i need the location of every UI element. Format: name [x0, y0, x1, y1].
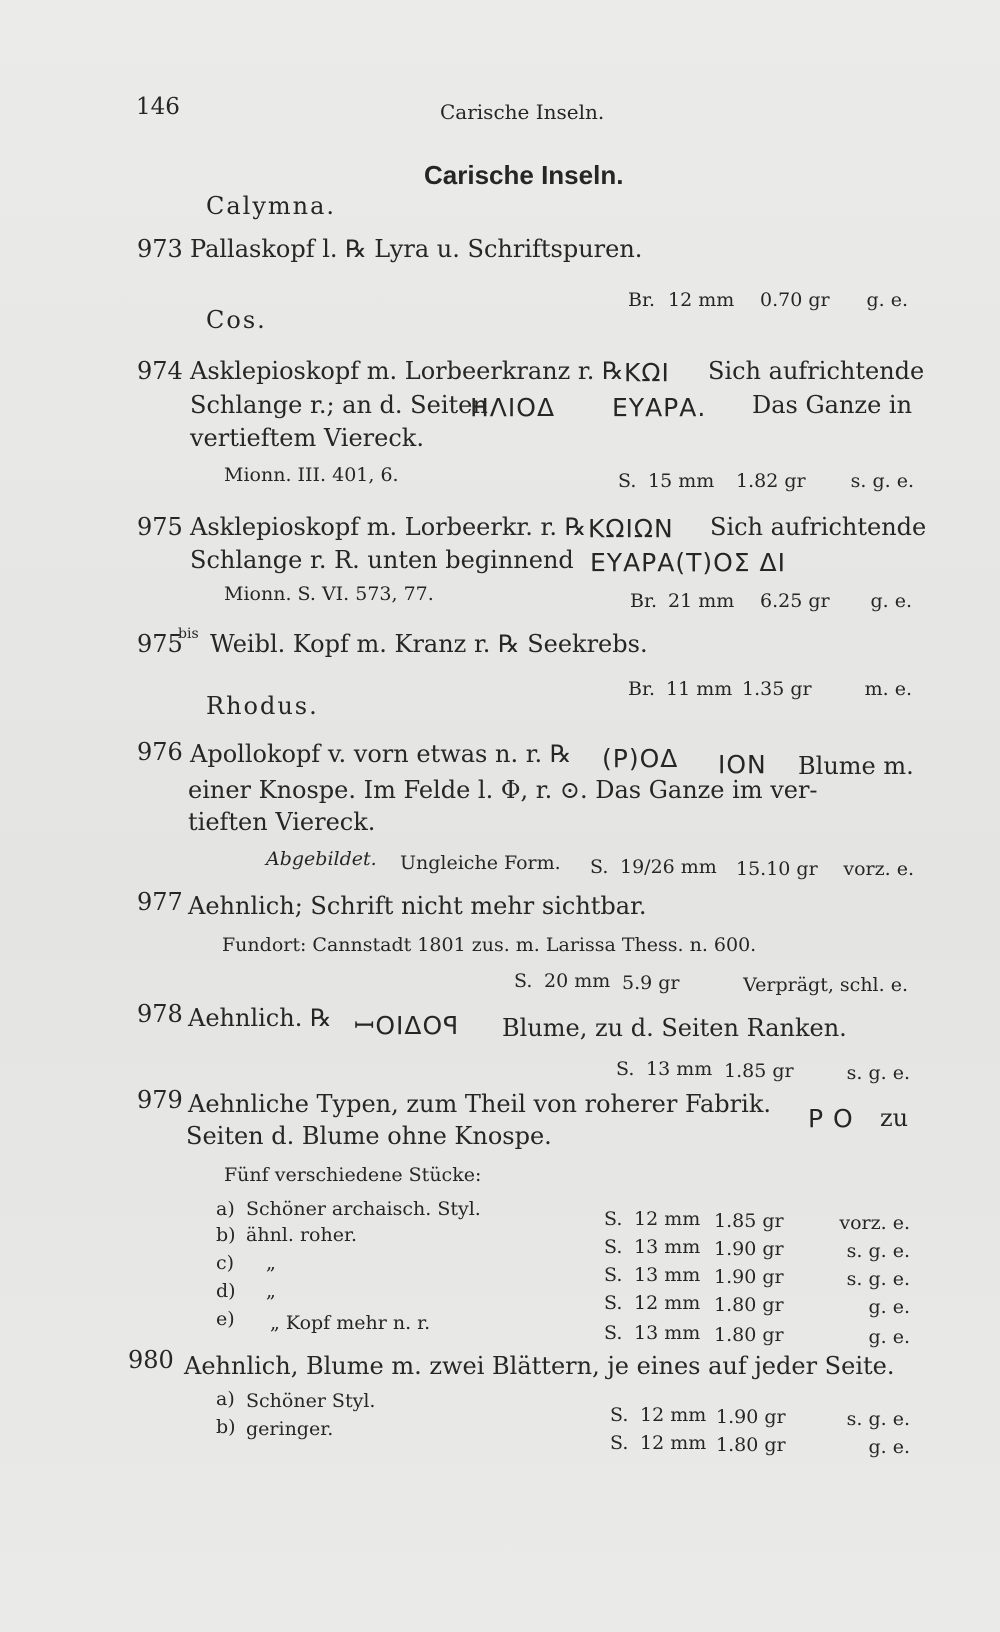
- weight: 1.35 gr: [742, 678, 812, 700]
- metal: S.: [610, 1432, 629, 1454]
- metal: S.: [604, 1236, 623, 1258]
- item-description: „: [266, 1252, 276, 1274]
- item-description: ähnl. roher.: [246, 1224, 357, 1246]
- condition: Verprägt, schl. e.: [743, 974, 908, 996]
- item-description: Schöner Styl.: [246, 1390, 376, 1412]
- condition: vorz. e.: [839, 1212, 910, 1234]
- size: 12 mm: [634, 1292, 701, 1314]
- weight: 1.80 gr: [716, 1434, 786, 1456]
- item-label: d): [216, 1280, 236, 1302]
- condition: s. g. e.: [846, 1062, 910, 1084]
- weight: 1.90 gr: [714, 1238, 784, 1260]
- entry-description: Sich aufrichtende: [708, 357, 925, 385]
- condition: g. e.: [868, 1436, 910, 1458]
- item-description: geringer.: [246, 1418, 334, 1440]
- legend-greek: ΙΟΝ: [718, 750, 767, 779]
- entry-number: 973: [137, 235, 183, 263]
- condition: g. e.: [868, 1296, 910, 1318]
- legend-greek: ꟷΟΙΔΟꟼ: [354, 1011, 460, 1040]
- entry-description: zu: [880, 1104, 909, 1132]
- weight: 1.80 gr: [714, 1294, 784, 1316]
- weight: 1.82 gr: [736, 470, 806, 492]
- legend-greek: ΗΛΙΟΔ: [470, 393, 556, 422]
- metal: S.: [604, 1322, 623, 1344]
- metal: S.: [604, 1208, 623, 1230]
- weight: 1.80 gr: [714, 1324, 784, 1346]
- entry-number-suffix: bis: [178, 626, 199, 642]
- entry-description: Apollokopf v. vorn etwas n. r. ℞: [190, 740, 572, 768]
- metal: Br.: [630, 590, 657, 612]
- entry-description: vertieftem Viereck.: [190, 424, 424, 452]
- condition: s. g. e.: [850, 470, 914, 492]
- place-heading: Cos.: [206, 306, 267, 334]
- legend-greek: Ρ Ο: [808, 1104, 854, 1133]
- metal: S.: [590, 856, 609, 878]
- metal: S.: [604, 1292, 623, 1314]
- condition: vorz. e.: [843, 858, 914, 880]
- legend-greek: ΕΥΑΡΑ.: [612, 393, 707, 422]
- metal: S.: [618, 470, 637, 492]
- subheading: Fünf verschiedene Stücke:: [224, 1164, 482, 1186]
- entry-description: Schlange r. R. unten beginnend: [190, 546, 574, 574]
- entry-description: einer Knospe. Im Felde l. Φ, r. ⊙. Das Ganze im ver-: [188, 776, 818, 804]
- entry-description: Blume, zu d. Seiten Ranken.: [502, 1014, 847, 1042]
- place-heading: Calymna.: [206, 192, 337, 220]
- size: 20 mm: [544, 970, 611, 992]
- condition: g. e.: [866, 289, 908, 311]
- size: 21 mm: [668, 590, 735, 612]
- legend-greek: ΕΥΑΡΑ(Τ)ΟΣ ΔΙ: [590, 548, 787, 577]
- size: 12 mm: [640, 1432, 707, 1454]
- size: 19/26 mm: [620, 856, 717, 878]
- entry-description: tieften Viereck.: [188, 808, 376, 836]
- entry-description: Pallaskopf l. ℞ Lyra u. Schriftspuren.: [190, 235, 643, 263]
- size: 12 mm: [634, 1208, 701, 1230]
- weight: 0.70 gr: [760, 289, 830, 311]
- legend-greek: ΚΩΙΩΝ: [588, 514, 674, 543]
- entry-description: Aehnlich, Blume m. zwei Blättern, je eines auf jeder Seite.: [184, 1352, 895, 1380]
- entry-number: 976: [137, 738, 183, 766]
- entry-number: 974: [137, 357, 183, 385]
- size: 13 mm: [634, 1236, 701, 1258]
- legend-greek: (Ρ)ΟΔ: [602, 744, 679, 773]
- running-head: Carische Inseln.: [440, 100, 605, 124]
- find-spot: Fundort: Cannstadt 1801 zus. m. Larissa Thess. n. 600.: [222, 934, 757, 956]
- entry-number: 975: [137, 630, 183, 658]
- metal: S.: [514, 970, 533, 992]
- metal: S.: [610, 1404, 629, 1426]
- size: 12 mm: [640, 1404, 707, 1426]
- page-number: 146: [136, 94, 180, 120]
- item-label: b): [216, 1416, 236, 1438]
- condition: m. e.: [864, 678, 912, 700]
- entry-number: 980: [128, 1346, 174, 1374]
- condition: g. e.: [868, 1326, 910, 1348]
- entry-description: Aehnlich; Schrift nicht mehr sichtbar.: [188, 892, 647, 920]
- condition: s. g. e.: [846, 1240, 910, 1262]
- reference: Mionn. III. 401, 6.: [224, 464, 399, 486]
- entry-description: Das Ganze in: [752, 391, 913, 419]
- entry-description: Seiten d. Blume ohne Knospe.: [186, 1122, 552, 1150]
- entry-number: 977: [137, 888, 183, 916]
- size: 13 mm: [634, 1322, 701, 1344]
- entry-number: 975: [137, 513, 183, 541]
- entry-description: Sich aufrichtende: [710, 513, 927, 541]
- weight: 1.85 gr: [714, 1210, 784, 1232]
- entry-description: Aehnlich. ℞: [188, 1004, 332, 1032]
- section-title: Carische Inseln.: [424, 160, 624, 190]
- entry-number: 979: [137, 1086, 183, 1114]
- metal: Br.: [628, 289, 655, 311]
- note: Ungleiche Form.: [400, 852, 561, 874]
- entry-description: Asklepioskopf m. Lorbeerkranz r. ℞: [190, 357, 624, 385]
- condition: s. g. e.: [846, 1408, 910, 1430]
- entry-description: Weibl. Kopf m. Kranz r. ℞ Seekrebs.: [210, 630, 648, 658]
- weight: 1.90 gr: [716, 1406, 786, 1428]
- metal: Br.: [628, 678, 655, 700]
- metal: S.: [616, 1058, 635, 1080]
- size: 13 mm: [646, 1058, 713, 1080]
- entry-description: Schlange r.; an d. Seiten: [190, 391, 488, 419]
- weight: 1.85 gr: [724, 1060, 794, 1082]
- item-label: a): [216, 1198, 235, 1220]
- weight: 15.10 gr: [736, 858, 818, 880]
- item-label: b): [216, 1224, 236, 1246]
- condition: s. g. e.: [846, 1268, 910, 1290]
- item-description: Schöner archaisch. Styl.: [246, 1198, 481, 1220]
- size: 12 mm: [668, 289, 735, 311]
- entry-description: Blume m.: [798, 752, 914, 780]
- condition: g. e.: [870, 590, 912, 612]
- item-description: „: [266, 1280, 276, 1302]
- size: 13 mm: [634, 1264, 701, 1286]
- entry-number: 978: [137, 1000, 183, 1028]
- weight: 1.90 gr: [714, 1266, 784, 1288]
- weight: 5.9 gr: [622, 972, 680, 994]
- reference: Abgebildet.: [266, 848, 377, 870]
- place-heading: Rhodus.: [206, 692, 319, 720]
- size: 15 mm: [648, 470, 715, 492]
- item-label: c): [216, 1252, 235, 1274]
- entry-description: Asklepioskopf m. Lorbeerkr. r. ℞: [190, 513, 587, 541]
- metal: S.: [604, 1264, 623, 1286]
- item-description: „ Kopf mehr n. r.: [270, 1312, 431, 1334]
- item-label: a): [216, 1388, 235, 1410]
- reference: Mionn. S. VI. 573, 77.: [224, 583, 434, 605]
- size: 11 mm: [666, 678, 733, 700]
- legend-greek: ΚΩΙ: [624, 358, 670, 387]
- weight: 6.25 gr: [760, 590, 830, 612]
- item-label: e): [216, 1308, 235, 1330]
- entry-description: Aehnliche Typen, zum Theil von roherer Fabrik.: [188, 1090, 771, 1118]
